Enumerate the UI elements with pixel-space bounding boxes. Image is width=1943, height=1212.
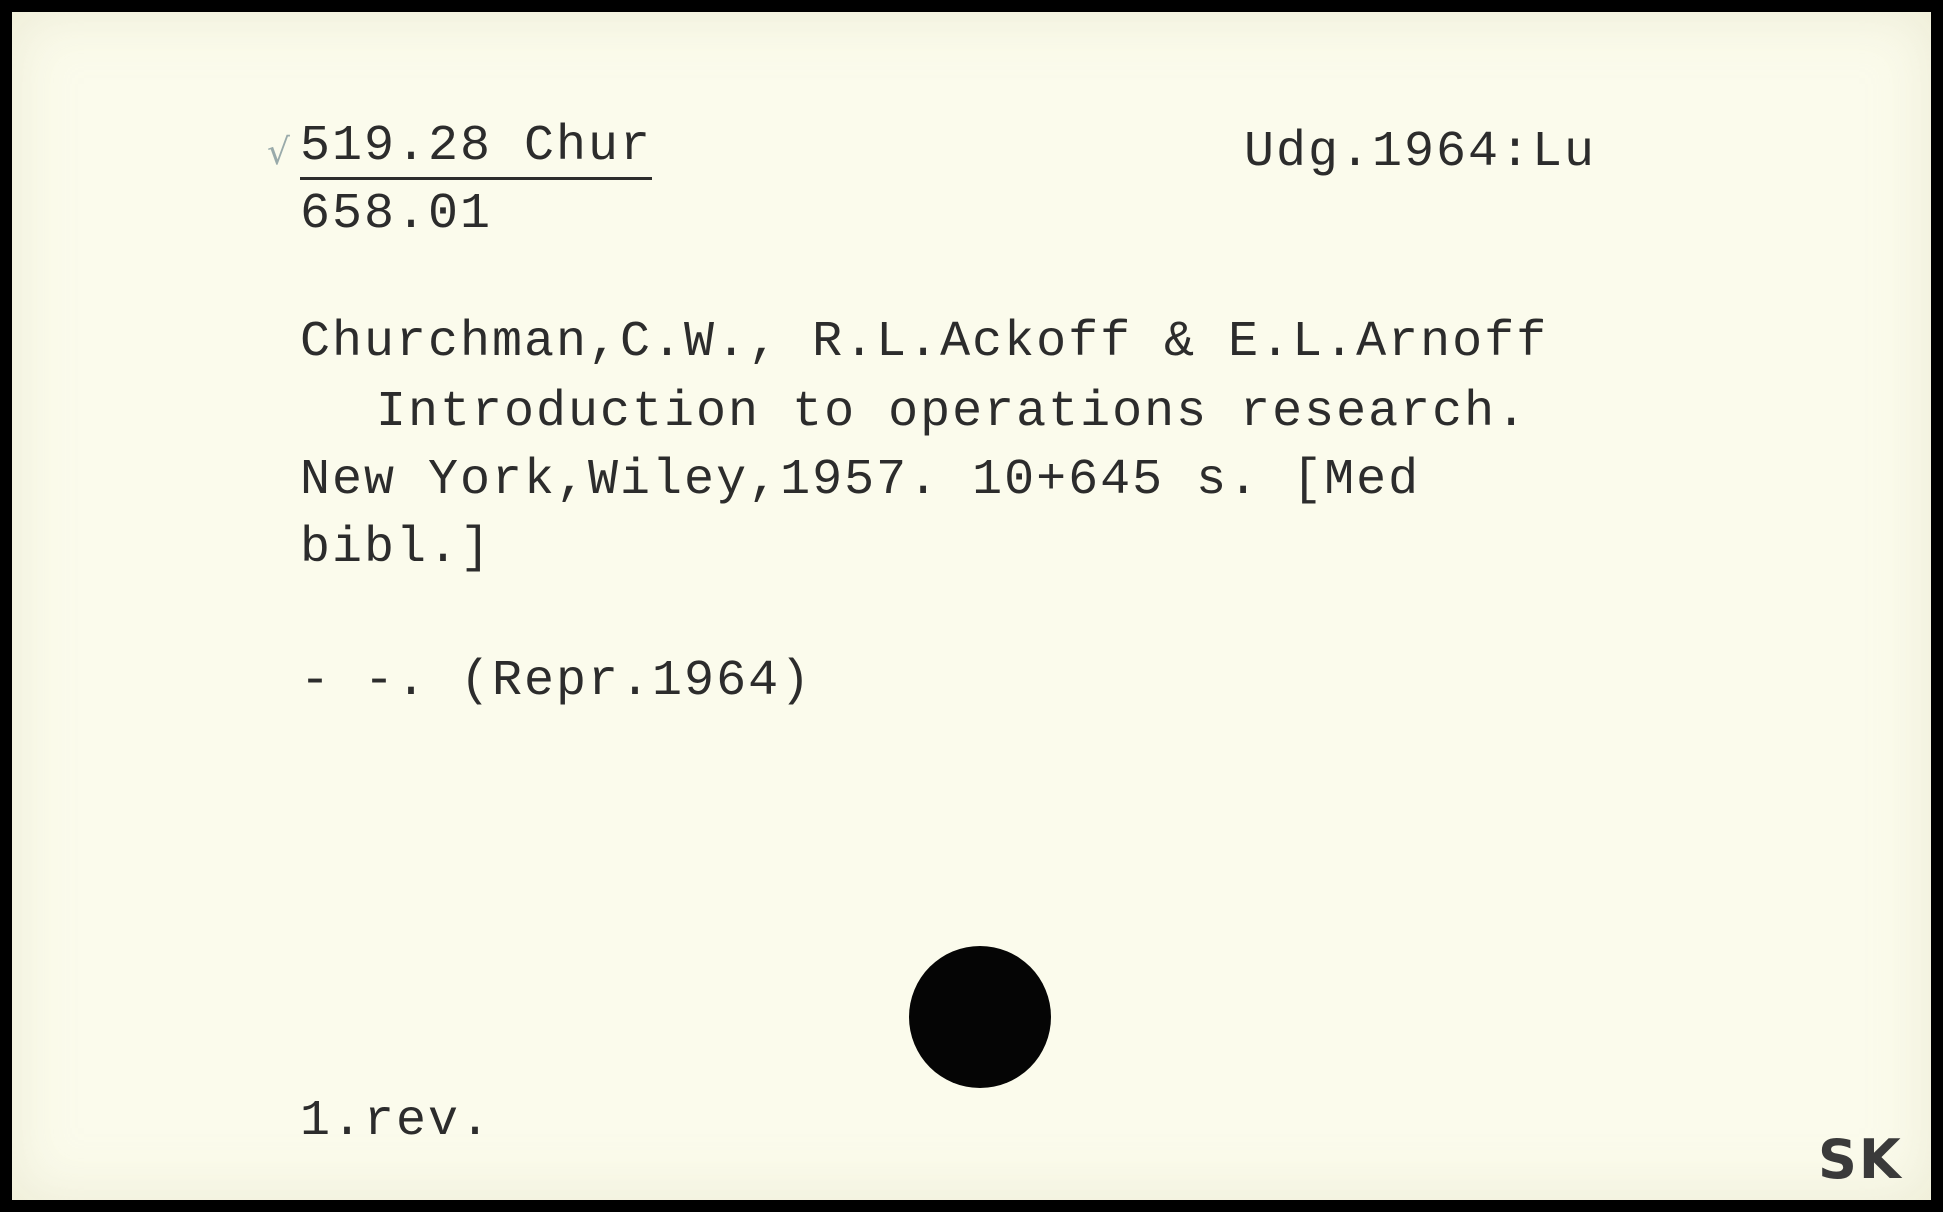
punch-hole: [909, 946, 1051, 1088]
check-mark: √: [267, 132, 290, 173]
author-line: Churchman,C.W., R.L.Ackoff & E.L.Arnoff: [300, 314, 1549, 371]
revision-note: 1.rev.: [300, 1093, 493, 1150]
call-number-primary: [300, 118, 653, 175]
library-stamp: SK: [1818, 1128, 1903, 1191]
call-number-secondary: 658.01: [300, 186, 493, 243]
call-number-primary-text: 519.28 Chur: [300, 118, 652, 180]
title-line: Introduction to operations research.: [376, 384, 1529, 441]
bibliography-note: bibl.]: [300, 520, 493, 577]
accession-note: Udg.1964:Lu: [1244, 124, 1597, 181]
imprint-line: New York,Wiley,1957. 10+645 s. [Med: [300, 452, 1421, 509]
catalog-card: [12, 12, 1931, 1200]
reprint-note: - -. (Repr.1964): [300, 653, 813, 710]
